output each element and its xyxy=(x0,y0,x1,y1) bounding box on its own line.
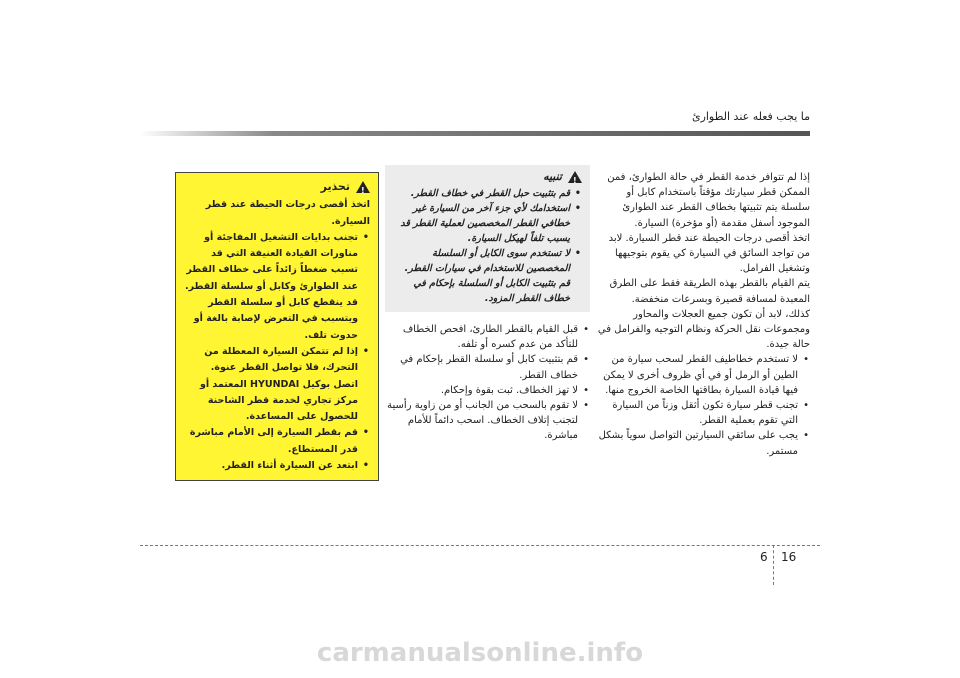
chapter-number: 6 xyxy=(760,550,768,564)
bullet-list xyxy=(595,352,810,458)
bullet-list xyxy=(385,322,590,444)
list-item: • قم بتثبيت حبل القطر في خطاف القطر. xyxy=(391,186,570,201)
list-item: • لا تستخدم سوى الكابل أو السلسلة المخصصين للاستخدام في سيارات القطر. قم بتثبيت الكابل أو السلسلة بإحكام في خطاف القطر المزود. xyxy=(391,246,570,306)
right-column xyxy=(595,170,810,459)
list-item: • ابتعد عن السيارة أثناء القطر. xyxy=(184,458,358,474)
page-number: 16 xyxy=(781,550,797,564)
paragraph: كذلك، لابد أن تكون جميع العجلات والمحاور ومجموعات نقل الحركة ونظام التوجيه والفرامل في حالة جيدة. xyxy=(597,308,810,351)
footer-separator xyxy=(773,545,774,585)
section-title: ما يجب فعله عند الطوارئ xyxy=(691,110,810,123)
middle-column xyxy=(385,165,590,444)
watermark: carmanualsonline.info xyxy=(316,638,644,668)
warning-triangle-icon: ! xyxy=(356,181,370,193)
paragraph: يتم القيام بالقطر بهذه الطريقة فقط على الطرق المعبدة لمسافة قصيرة وبسرعات منخفضة. xyxy=(609,278,810,305)
caution-box xyxy=(385,165,590,312)
list-item: • إذا لم تتمكن السيارة المعطلة من التحرك، فلا تواصل القطر عنوة. اتصل بوكيل HYUNDAI المعتمد أو مركز تجاري لخدمة قطر الشاحنة للحصول على المساعدة. xyxy=(184,344,358,425)
footer-divider xyxy=(140,545,820,546)
list-item: • استخدامك لأي جزء آخر من السيارة غير خطافي القطر المخصصين لعملية القطر قد يسبب تلفاً لهيكل السيارة. xyxy=(391,201,570,246)
caution-triangle-icon: ! xyxy=(568,171,582,183)
paragraph: إذا لم تتوافر خدمة القطر في حالة الطوارئ، فمن الممكن قطر سيارتك مؤقتاً باستخدام كابل أو سلسلة يتم تثبيتها بخطاف القطر عند الطوارئ الموجود أسفل مقدمة (أو مؤخرة) السيارة. xyxy=(607,172,810,229)
list-item: • تجنب بدايات التشغيل المفاجئة أو مناورات القيادة العنيفة التي قد تسبب ضغطاً زائداً على خطاف القطر عند الطوارئ وكابل أو سلسلة القطر. قد ينقطع كابل أو سلسلة القطر ويتسبب في التعرض لإصابة بالغة أو حدوث تلف. xyxy=(184,230,358,344)
list-item: • تجنب قطر سيارة تكون أثقل وزناً من السيارة التي تقوم بعملية القطر. xyxy=(595,398,798,428)
warning-title: تحذير xyxy=(320,180,350,193)
list-item: • لا تستخدم خطاطيف القطر لسحب سيارة من الطين أو الرمل أو في أي ظروف أخرى لا يمكن فيها قيادة السيارة بطاقتها الخاصة الخروج منها. xyxy=(595,352,798,398)
list-item: • قبل القيام بالقطر الطارئ، افحص الخطاف للتأكد من عدم كسره أو تلفه. xyxy=(385,322,578,352)
warning-box xyxy=(175,172,379,481)
list-item: • قم بقطر السيارة إلى الأمام مباشرة قدر المستطاع. xyxy=(184,425,358,458)
paragraph: اتخذ أقصى درجات الحيطة عند قطر السيارة. لابد من تواجد السائق في السيارة كي يقوم بتوجيهها وتشغيل الفرامل. xyxy=(608,232,810,275)
warning-intro: اتخذ أقصى درجات الحيطة عند قطر السيارة. xyxy=(205,199,370,227)
list-item: • لا تهز الخطاف. ثبت بقوة وإحكام. xyxy=(385,383,578,398)
header-divider xyxy=(140,131,810,136)
list-item: • لا تقوم بالسحب من الجانب أو من زاوية رأسية لتجنب إتلاف الخطاف. اسحب دائماً للأمام مباشرة. xyxy=(385,398,578,444)
list-item: • قم بتثبيت كابل أو سلسلة القطر بإحكام في خطاف القطر. xyxy=(385,352,578,382)
caution-title: تنبيه xyxy=(543,170,562,183)
list-item: • يجب على سائقي السيارتين التواصل سوياً بشكل مستمر. xyxy=(595,428,798,458)
